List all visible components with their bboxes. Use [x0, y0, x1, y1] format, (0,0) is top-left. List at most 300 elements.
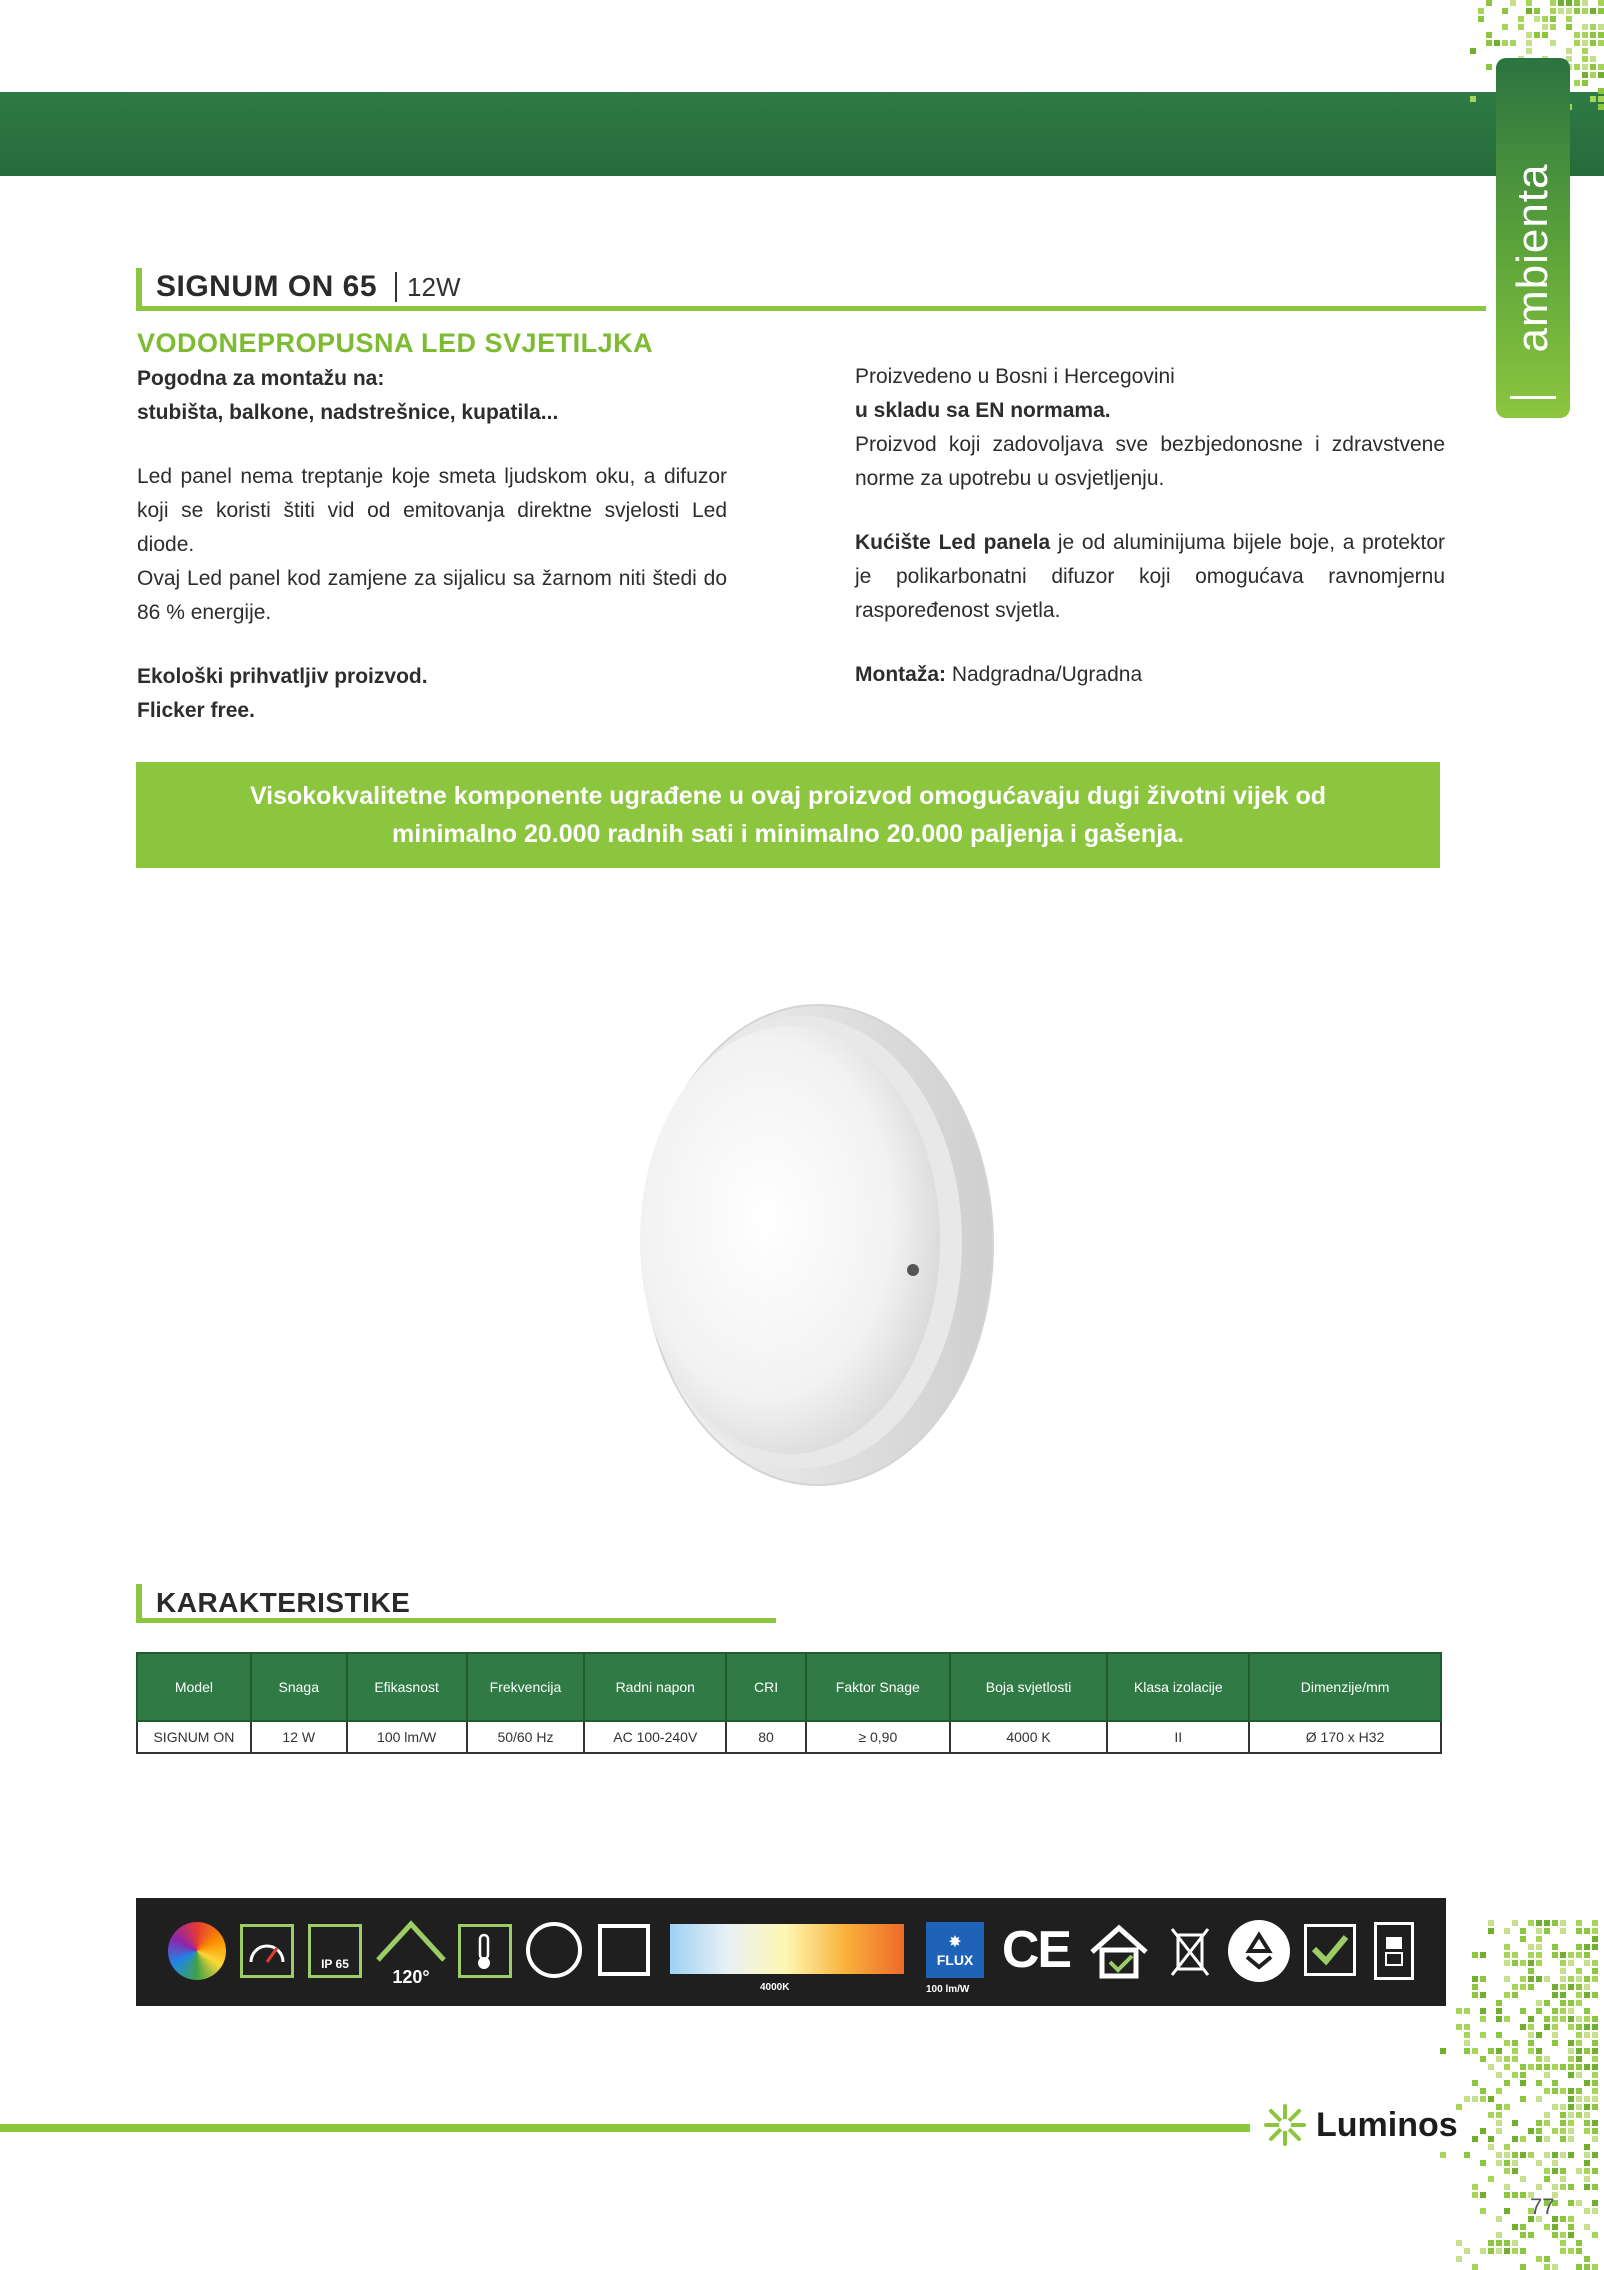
mosaic-pixel: [1488, 2136, 1494, 2142]
mosaic-pixel: [1472, 1976, 1478, 1982]
mosaic-pixel: [1568, 2224, 1574, 2230]
mosaic-pixel: [1568, 2016, 1574, 2022]
mosaic-pixel: [1566, 8, 1572, 14]
mosaic-pixel: [1584, 1952, 1590, 1958]
paragraph-flicker: Led panel nema treptanje koje smeta ljudskom oku, a difuzor koji se koristi štiti vid od emitovanja direktne svjelosti Led diode.: [137, 465, 727, 556]
mosaic-pixel: [1566, 16, 1572, 22]
mosaic-pixel: [1560, 2232, 1566, 2238]
mosaic-pixel: [1584, 2120, 1590, 2126]
mosaic-pixel: [1496, 2160, 1502, 2166]
mosaic-pixel: [1496, 2216, 1502, 2222]
mosaic-pixel: [1584, 2144, 1590, 2150]
mosaic-pixel: [1566, 24, 1572, 30]
characteristics-heading: [136, 1584, 410, 1622]
mosaic-pixel: [1592, 1968, 1598, 1974]
mosaic-pixel: [1568, 1984, 1574, 1990]
mosaic-pixel: [1544, 2224, 1550, 2230]
mosaic-pixel: [1592, 2136, 1598, 2142]
mosaic-pixel: [1496, 2248, 1502, 2254]
mosaic-pixel: [1480, 1952, 1486, 1958]
characteristics-underline: [136, 1618, 776, 1623]
mosaic-pixel: [1478, 8, 1484, 14]
mosaic-pixel: [1520, 2136, 1526, 2142]
mosaic-pixel: [1528, 1960, 1534, 1966]
mosaic-pixel: [1574, 80, 1580, 86]
brand-star-icon: [1262, 2102, 1308, 2148]
mosaic-pixel: [1552, 1992, 1558, 1998]
mosaic-pixel: [1590, 32, 1596, 38]
mosaic-pixel: [1520, 2232, 1526, 2238]
mosaic-pixel: [1558, 0, 1564, 6]
mosaic-pixel: [1560, 2168, 1566, 2174]
product-power: 12W: [407, 271, 461, 302]
mosaic-pixel: [1536, 1920, 1542, 1926]
mosaic-pixel: [1552, 1984, 1558, 1990]
mosaic-pixel: [1576, 1984, 1582, 1990]
mosaic-pixel: [1504, 2144, 1510, 2150]
mosaic-pixel: [1464, 2048, 1470, 2054]
mosaic-pixel: [1592, 2040, 1598, 2046]
mosaic-pixel: [1592, 2184, 1598, 2190]
mosaic-pixel: [1584, 2208, 1590, 2214]
mosaic-pixel: [1520, 1936, 1526, 1942]
mosaic-pixel: [1576, 2248, 1582, 2254]
housing-paragraph: [855, 526, 1445, 628]
mosaic-pixel: [1496, 2240, 1502, 2246]
mosaic-pixel: [1592, 2128, 1598, 2134]
quality-check-icon: [1304, 1924, 1356, 1976]
mosaic-pixel: [1480, 2056, 1486, 2062]
mosaic-pixel: [1470, 48, 1476, 54]
mosaic-pixel: [1568, 2128, 1574, 2134]
mosaic-pixel: [1512, 2152, 1518, 2158]
mosaic-pixel: [1552, 2224, 1558, 2230]
mosaic-pixel: [1496, 2000, 1502, 2006]
cell-dimensions: Ø 170 x H32: [1249, 1721, 1441, 1753]
mosaic-pixel: [1560, 1976, 1566, 1982]
mosaic-pixel: [1576, 1992, 1582, 1998]
description-left: [137, 362, 727, 728]
mosaic-pixel: [1598, 24, 1604, 30]
mosaic-pixel: [1512, 2192, 1518, 2198]
mosaic-pixel: [1552, 2184, 1558, 2190]
mosaic-pixel: [1568, 2184, 1574, 2190]
mosaic-pixel: [1480, 2208, 1486, 2214]
mosaic-pixel: [1520, 2024, 1526, 2030]
mosaic-pixel: [1512, 2240, 1518, 2246]
cell-power-factor: ≥ 0,90: [806, 1721, 950, 1753]
square-shape-icon: [598, 1924, 650, 1976]
mosaic-pixel: [1568, 2024, 1574, 2030]
temperature-icon: [458, 1924, 512, 1978]
mosaic-pixel: [1592, 2048, 1598, 2054]
mosaic-pixel: [1552, 2016, 1558, 2022]
mosaic-pixel: [1560, 2128, 1566, 2134]
mosaic-pixel: [1488, 2048, 1494, 2054]
ip-rating-label: IP 65: [321, 1957, 349, 1971]
mosaic-pixel: [1584, 2024, 1590, 2030]
mosaic-pixel: [1536, 2096, 1542, 2102]
mosaic-pixel: [1582, 32, 1588, 38]
mosaic-pixel: [1582, 8, 1588, 14]
mosaic-pixel: [1480, 2248, 1486, 2254]
mosaic-pixel: [1472, 2048, 1478, 2054]
mosaic-pixel: [1568, 2136, 1574, 2142]
mosaic-pixel: [1504, 1976, 1510, 1982]
cell-cri: 80: [726, 1721, 806, 1753]
mosaic-pixel: [1576, 2024, 1582, 2030]
mosaic-pixel: [1584, 1928, 1590, 1934]
color-temperature-bar-icon: [670, 1924, 904, 1974]
mosaic-pixel: [1520, 2176, 1526, 2182]
mosaic-pixel: [1584, 2176, 1590, 2182]
origin-line-1: Proizvedeno u Bosni i Hercegovini: [855, 365, 1175, 388]
mosaic-pixel: [1592, 1992, 1598, 1998]
mosaic-pixel: [1584, 1984, 1590, 1990]
mosaic-pixel: [1528, 2048, 1534, 2054]
mosaic-pixel: [1456, 2024, 1462, 2030]
mosaic-pixel: [1568, 2120, 1574, 2126]
mosaic-pixel: [1592, 2096, 1598, 2102]
mosaic-pixel: [1440, 2048, 1446, 2054]
flux-label: FLUX: [936, 1952, 974, 1968]
mosaic-pixel: [1576, 2056, 1582, 2062]
mosaic-pixel: [1464, 2032, 1470, 2038]
mounting-paragraph: [855, 658, 1445, 692]
feature-icons-strip: [136, 1898, 1446, 2006]
mosaic-pixel: [1496, 2152, 1502, 2158]
mosaic-pixel: [1536, 2008, 1542, 2014]
mosaic-pixel: [1534, 16, 1540, 22]
col-frequency: Frekvencija: [467, 1653, 585, 1721]
mosaic-pixel: [1550, 40, 1556, 46]
mosaic-pixel: [1552, 1944, 1558, 1950]
mosaic-pixel: [1528, 2232, 1534, 2238]
mosaic-pixel: [1560, 2120, 1566, 2126]
mosaic-pixel: [1584, 2184, 1590, 2190]
mosaic-pixel: [1528, 1976, 1534, 1982]
mosaic-pixel: [1590, 56, 1596, 62]
mosaic-pixel: [1576, 1944, 1582, 1950]
mosaic-pixel: [1486, 32, 1492, 38]
indoor-use-icon: [1086, 1918, 1152, 1984]
mosaic-pixel: [1592, 2072, 1598, 2078]
mosaic-pixel: [1574, 0, 1580, 6]
mosaic-pixel: [1552, 2160, 1558, 2166]
mosaic-pixel: [1576, 2104, 1582, 2110]
mosaic-pixel: [1592, 2208, 1598, 2214]
mounting-label: Montaža:: [855, 663, 946, 686]
mosaic-pixel: [1504, 2248, 1510, 2254]
mosaic-pixel: [1536, 2080, 1542, 2086]
mosaic-pixel: [1584, 2080, 1590, 2086]
weee-disposal-icon: [1162, 1918, 1218, 1984]
cell-insulation: II: [1107, 1721, 1249, 1753]
top-banner: [0, 92, 1604, 176]
mosaic-pixel: [1598, 96, 1604, 102]
mosaic-pixel: [1456, 2008, 1462, 2014]
mosaic-pixel: [1592, 2088, 1598, 2094]
mosaic-pixel: [1536, 1960, 1542, 1966]
mosaic-pixel: [1480, 2128, 1486, 2134]
mosaic-pixel: [1504, 2040, 1510, 2046]
mosaic-pixel: [1568, 2200, 1574, 2206]
mosaic-pixel: [1542, 16, 1548, 22]
spec-table: [136, 1652, 1442, 1754]
mosaic-pixel: [1584, 2264, 1590, 2270]
mosaic-pixel: [1472, 1984, 1478, 1990]
mosaic-pixel: [1496, 2120, 1502, 2126]
mosaic-pixel: [1598, 72, 1604, 78]
col-model: Model: [137, 1653, 251, 1721]
mosaic-pixel: [1568, 2056, 1574, 2062]
mosaic-pixel: [1494, 40, 1500, 46]
mosaic-pixel: [1576, 2088, 1582, 2094]
mosaic-pixel: [1488, 2144, 1494, 2150]
mosaic-pixel: [1584, 2096, 1590, 2102]
mosaic-pixel: [1520, 2080, 1526, 2086]
mosaic-pixel: [1520, 2152, 1526, 2158]
switch-cycles-icon: [1374, 1922, 1414, 1980]
paragraph-energy: Ovaj Led panel kod zamjene za sijalicu sa žarnom niti štedi do 86 % energije.: [137, 567, 727, 624]
mosaic-pixel: [1582, 56, 1588, 62]
mosaic-pixel: [1536, 2256, 1542, 2262]
mosaic-pixel: [1496, 2032, 1502, 2038]
mosaic-pixel: [1584, 2112, 1590, 2118]
mosaic-pixel: [1520, 2264, 1526, 2270]
mosaic-pixel: [1512, 2160, 1518, 2166]
mosaic-pixel: [1528, 2016, 1534, 2022]
mosaic-pixel: [1568, 2232, 1574, 2238]
mosaic-pixel: [1560, 2016, 1566, 2022]
mosaic-pixel: [1496, 2112, 1502, 2118]
mosaic-pixel: [1536, 1928, 1542, 1934]
mosaic-pixel: [1550, 8, 1556, 14]
mosaic-pixel: [1544, 2024, 1550, 2030]
mosaic-pixel: [1598, 88, 1604, 94]
mosaic-pixel: [1520, 2096, 1526, 2102]
mosaic-pixel: [1456, 2256, 1462, 2262]
mosaic-pixel: [1488, 2240, 1494, 2246]
col-efficiency: Efikasnost: [347, 1653, 467, 1721]
mosaic-pixel: [1584, 1960, 1590, 1966]
housing-text: je od aluminijuma bijele boje, a protektor je polikarbonatni difuzor koji omogućava ravnomjernu raspoređenost svjetla.: [855, 531, 1446, 622]
mosaic-pixel: [1552, 2032, 1558, 2038]
mosaic-pixel: [1520, 1976, 1526, 1982]
product-name: SIGNUM ON 65: [156, 270, 378, 303]
mosaic-pixel: [1568, 2048, 1574, 2054]
mosaic-pixel: [1560, 1928, 1566, 1934]
cell-efficiency: 100 lm/W: [347, 1721, 467, 1753]
mosaic-pixel: [1544, 1920, 1550, 1926]
mosaic-pixel: [1592, 2024, 1598, 2030]
mosaic-pixel: [1574, 40, 1580, 46]
mosaic-pixel: [1592, 2080, 1598, 2086]
mosaic-pixel: [1544, 2112, 1550, 2118]
mosaic-pixel: [1536, 1936, 1542, 1942]
mosaic-pixel: [1584, 1992, 1590, 1998]
mosaic-pixel: [1510, 40, 1516, 46]
mosaic-pixel: [1576, 1920, 1582, 1926]
mosaic-pixel: [1518, 24, 1524, 30]
mosaic-pixel: [1592, 2120, 1598, 2126]
mosaic-pixel: [1552, 2232, 1558, 2238]
mosaic-pixel: [1576, 2072, 1582, 2078]
mosaic-pixel: [1584, 1976, 1590, 1982]
mosaic-pixel: [1584, 2032, 1590, 2038]
mosaic-pixel: [1568, 2096, 1574, 2102]
mosaic-pixel: [1552, 2080, 1558, 2086]
mosaic-pixel: [1512, 2048, 1518, 2054]
mosaic-pixel: [1480, 1976, 1486, 1982]
mosaic-pixel: [1504, 2168, 1510, 2174]
mosaic-pixel: [1488, 1928, 1494, 1934]
mosaic-pixel: [1576, 2040, 1582, 2046]
mosaic-pixel: [1592, 2064, 1598, 2070]
color-rendering-icon: [168, 1922, 226, 1980]
product-image: [580, 1000, 1020, 1490]
mosaic-pixel: [1528, 1944, 1534, 1950]
col-voltage: Radni napon: [584, 1653, 726, 1721]
mosaic-pixel: [1528, 2024, 1534, 2030]
mosaic-pixel: [1576, 1968, 1582, 1974]
title-underline: [136, 306, 1486, 311]
mosaic-pixel: [1544, 2152, 1550, 2158]
title-separator: [395, 272, 397, 302]
mosaic-pixel: [1520, 2248, 1526, 2254]
side-tab-label: ambienta: [1508, 163, 1557, 353]
mosaic-pixel: [1526, 48, 1532, 54]
mosaic-pixel: [1584, 2128, 1590, 2134]
mosaic-pixel: [1568, 2248, 1574, 2254]
mosaic-pixel: [1574, 64, 1580, 70]
mosaic-pixel: [1472, 2080, 1478, 2086]
mosaic-pixel: [1486, 0, 1492, 6]
round-shape-icon: [526, 1922, 582, 1978]
mosaic-pixel: [1534, 8, 1540, 14]
mount-heading: Pogodna za montažu na:: [137, 367, 385, 390]
mosaic-pixel: [1544, 2120, 1550, 2126]
mosaic-pixel: [1536, 2032, 1542, 2038]
mosaic-pixel: [1480, 2160, 1486, 2166]
ce-mark-label: CE: [1001, 1921, 1071, 1979]
mosaic-pixel: [1576, 1928, 1582, 1934]
mosaic-pixel: [1512, 1960, 1518, 1966]
cell-power: 12 W: [251, 1721, 347, 1753]
mosaic-pixel: [1496, 2008, 1502, 2014]
mosaic-pixel: [1584, 2256, 1590, 2262]
eco-note: Ekološki prihvatljiv proizvod.: [137, 665, 428, 688]
housing-label: Kućište Led panela: [855, 531, 1051, 554]
mosaic-pixel: [1592, 2200, 1598, 2206]
mosaic-pixel: [1568, 2216, 1574, 2222]
mosaic-pixel: [1472, 2184, 1478, 2190]
mosaic-pixel: [1496, 2088, 1502, 2094]
product-subtitle: VODONEPROPUSNA LED SVJETILJKA: [137, 328, 654, 358]
brand-logo[interactable]: [1262, 2102, 1458, 2148]
mosaic-pixel: [1576, 2000, 1582, 2006]
mosaic-pixel: [1528, 2032, 1534, 2038]
mosaic-pixel: [1566, 48, 1572, 54]
mosaic-pixel: [1520, 2008, 1526, 2014]
mosaic-pixel: [1504, 1944, 1510, 1950]
col-color-temp: Boja svjetlosti: [950, 1653, 1108, 1721]
mosaic-pixel: [1528, 1920, 1534, 1926]
mosaic-pixel: [1504, 2104, 1510, 2110]
mosaic-pixel: [1496, 2104, 1502, 2110]
mosaic-pixel: [1568, 2000, 1574, 2006]
mosaic-pixel: [1536, 2064, 1542, 2070]
mosaic-pixel: [1504, 2184, 1510, 2190]
mosaic-pixel: [1558, 8, 1564, 14]
mosaic-pixel: [1440, 2152, 1446, 2158]
mosaic-pixel: [1592, 2168, 1598, 2174]
page-number: 77: [1530, 2194, 1555, 2219]
mosaic-pixel: [1544, 2264, 1550, 2270]
mosaic-pixel: [1536, 2056, 1542, 2062]
mosaic-pixel: [1560, 2240, 1566, 2246]
mosaic-pixel: [1488, 2064, 1494, 2070]
mosaic-pixel: [1576, 2064, 1582, 2070]
mosaic-pixel: [1552, 2040, 1558, 2046]
mosaic-pixel: [1592, 2232, 1598, 2238]
mosaic-pixel: [1560, 1920, 1566, 1926]
mosaic-pixel: [1592, 1928, 1598, 1934]
mosaic-pixel: [1536, 1952, 1542, 1958]
mosaic-pixel: [1550, 16, 1556, 22]
mosaic-pixel: [1528, 1968, 1534, 1974]
mosaic-pixel: [1552, 1920, 1558, 1926]
mosaic-pixel: [1496, 2056, 1502, 2062]
mosaic-pixel: [1568, 1960, 1574, 1966]
mosaic-pixel: [1584, 2168, 1590, 2174]
mosaic-pixel: [1528, 2064, 1534, 2070]
mosaic-pixel: [1582, 24, 1588, 30]
mosaic-pixel: [1470, 96, 1476, 102]
mosaic-pixel: [1552, 2008, 1558, 2014]
mosaic-pixel: [1486, 40, 1492, 46]
mosaic-pixel: [1592, 1920, 1598, 1926]
mosaic-pixel: [1472, 2136, 1478, 2142]
mosaic-pixel: [1504, 1952, 1510, 1958]
safety-text: Proizvod koji zadovoljava sve bezbjedonosne i zdravstvene norme za upotrebu u osvjetljenju.: [855, 433, 1445, 490]
mosaic-pixel: [1560, 2184, 1566, 2190]
mosaic-pixel: [1576, 2200, 1582, 2206]
mosaic-pixel: [1488, 2112, 1494, 2118]
side-tab[interactable]: [1496, 58, 1570, 418]
mosaic-pixel: [1464, 2024, 1470, 2030]
mosaic-pixel: [1560, 2248, 1566, 2254]
mosaic-pixel: [1472, 2096, 1478, 2102]
pixel-mosaic-bottom: [1440, 1920, 1604, 2270]
mosaic-pixel: [1568, 2008, 1574, 2014]
mosaic-pixel: [1478, 16, 1484, 22]
mosaic-pixel: [1534, 32, 1540, 38]
mosaic-pixel: [1504, 1928, 1510, 1934]
mosaic-pixel: [1542, 24, 1548, 30]
mosaic-pixel: [1512, 2040, 1518, 2046]
mosaic-pixel: [1544, 1928, 1550, 1934]
mosaic-pixel: [1536, 2120, 1542, 2126]
mosaic-pixel: [1574, 8, 1580, 14]
mosaic-pixel: [1488, 2176, 1494, 2182]
mosaic-pixel: [1582, 0, 1588, 6]
mosaic-pixel: [1568, 2072, 1574, 2078]
mosaic-pixel: [1496, 2128, 1502, 2134]
flux-caption: 100 lm/W: [926, 1984, 970, 1995]
mosaic-pixel: [1480, 2192, 1486, 2198]
mosaic-pixel: [1552, 2168, 1558, 2174]
